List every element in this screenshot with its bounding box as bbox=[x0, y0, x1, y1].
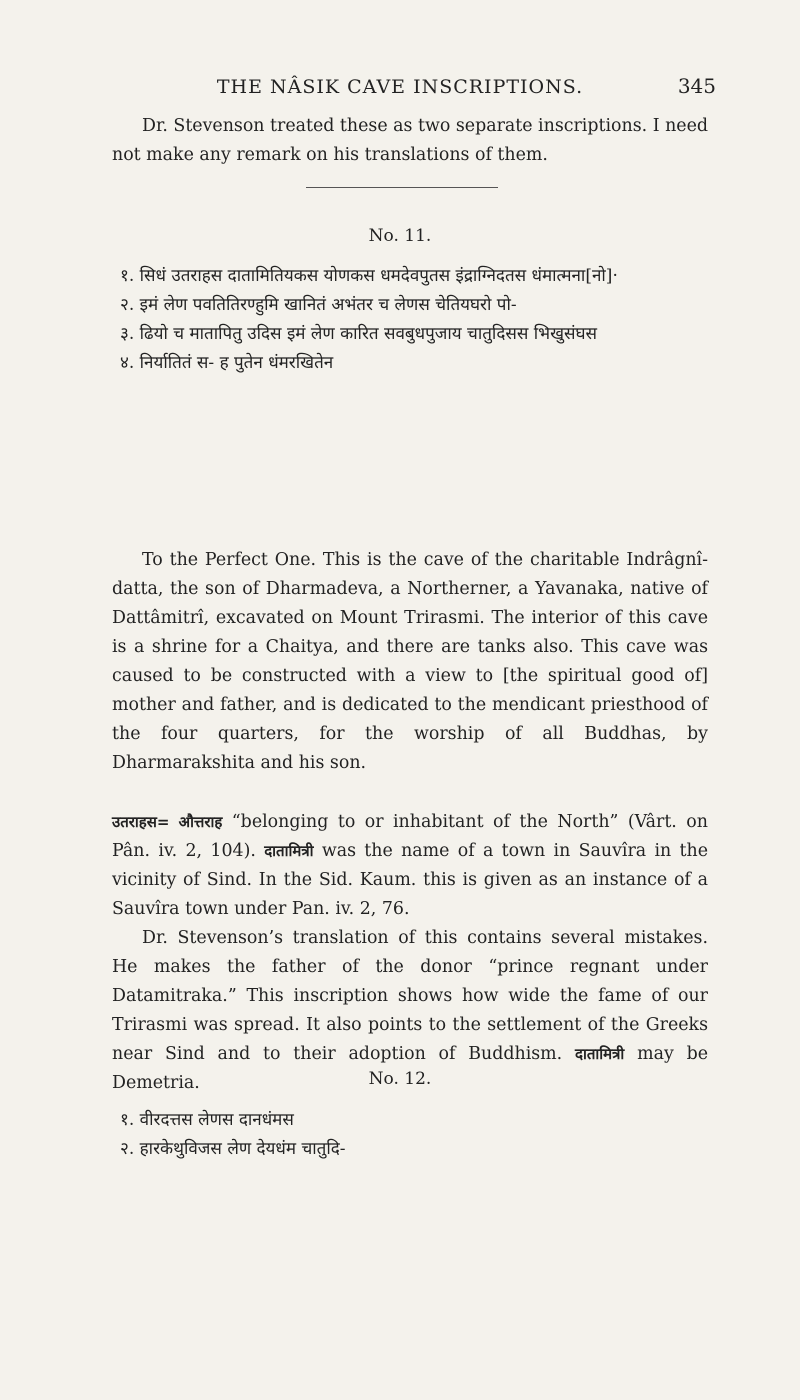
sanskrit-term: दातामित्री bbox=[264, 842, 314, 860]
inscription-line: २. इमं लेण पवतितिरण्हुमि खानितं अभंतर च लेणस चेतियघरो पो- bbox=[120, 295, 517, 315]
inscription-12-text bbox=[112, 1106, 708, 1164]
inscription-line: ४. निर्यातितं स- ह पुतेन धंमरखितेन bbox=[120, 353, 334, 373]
inscription-11-text bbox=[112, 262, 708, 378]
inscription-11-heading: No. 11. bbox=[368, 226, 432, 246]
sanskrit-term: दातामित्री bbox=[575, 1045, 625, 1063]
inscription-line: २. हारकेथुविजस लेण देयधंम चातुदि- bbox=[120, 1139, 346, 1159]
note-text: “belonging to or inhabitant of the North” (Vârt. on Pân. iv. 2, 104). bbox=[112, 812, 708, 861]
section-divider bbox=[306, 187, 498, 188]
inscription-line: १. वीरदत्तस लेणस दानधंमस bbox=[120, 1110, 294, 1130]
inscription-line: ३. ढियो च मातापितु उदिस इमं लेण कारित सवबुधपुजाय चातुदिसस भिखुसंघस bbox=[120, 324, 598, 344]
note-text: may be Demetria. bbox=[112, 1044, 708, 1093]
note-text: was the name of a town in Sauvîra in the vicinity of Sind. In the Sid. Kaum. this is given as an instance of a Sauvîra town under Pan. iv. 2, 76. bbox=[112, 841, 708, 919]
inscription-11-translation: To the Perfect One. This is the cave of the charitable Indrâgnî-datta, the son of Dharmadeva, a Northerner, a Yavanaka, native of Dattâmitrî, excavated on Mount Trirasmi. The interior of this cave is a shrine for a Chaitya, and there are tanks also. This cave was caused to be constructed with a view to [the spiritual good of] mother and father, and is dedicated to the mendicant priesthood of the four quarters, for the worship of all Buddhas, by Dharmarakshita and his son. bbox=[112, 550, 708, 773]
inscription-12-heading: No. 12. bbox=[368, 1069, 432, 1089]
inscription-line: १. सिधं उतराहस दातामितियकस योणकस धमदेवपुतस इंद्राग्निदतस धंमात्मना[नो]· bbox=[120, 266, 618, 286]
inscription-11-notes bbox=[112, 808, 708, 1098]
running-head: THE NÂSIK CAVE INSCRIPTIONS. bbox=[216, 76, 584, 98]
sanskrit-term: उतराहस bbox=[112, 813, 157, 831]
intro-paragraph: Dr. Stevenson treated these as two separate inscriptions. I need not make any remark on his translations of them. bbox=[112, 116, 709, 165]
note-text: Dr. Stevenson’s translation of this contains several mistakes. He makes the father of the donor “prince regnant under Datamitraka.” This inscription shows how wide the fame of our Trirasmi was spread. It also points to the settlement of the Greeks near Sind and to their adoption of Buddhism. bbox=[112, 928, 708, 1064]
sanskrit-equivalent: = औत्तराह bbox=[156, 813, 223, 831]
note-paragraph bbox=[112, 808, 708, 924]
page-number: 345 bbox=[677, 74, 716, 98]
